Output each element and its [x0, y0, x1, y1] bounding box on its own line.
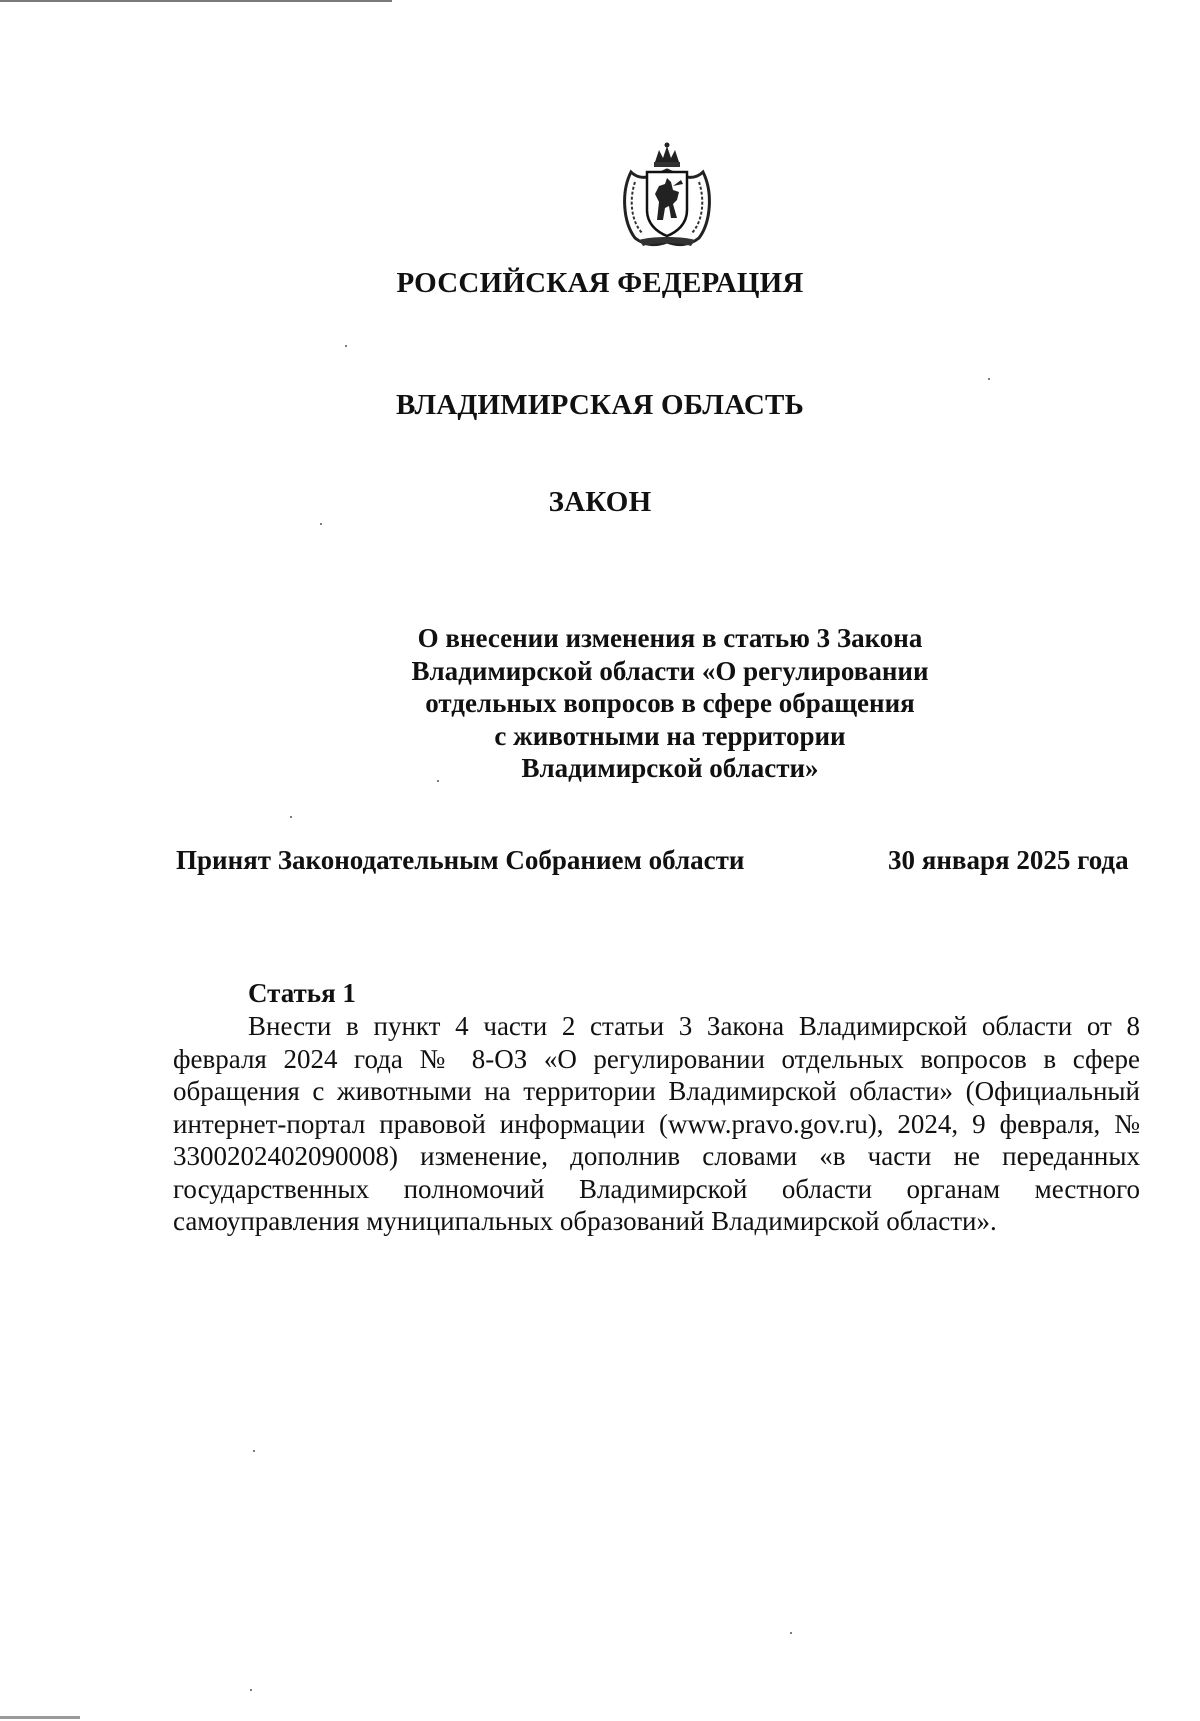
- law-title-line: отдельных вопросов в сфере обращения: [425, 688, 915, 718]
- scan-speck: [253, 1450, 255, 1452]
- scan-speck: [790, 1632, 792, 1634]
- scan-speck: [988, 378, 990, 380]
- scan-speck: [250, 1689, 252, 1691]
- document-type-heading: ЗАКОН: [548, 486, 652, 518]
- adoption-date: 30 января 2025 года: [888, 845, 1129, 875]
- law-title-line: с животными на территории: [494, 720, 846, 751]
- scan-speck: [437, 780, 439, 782]
- article-text: Внести в пункт 4 части 2 статьи 3 Закона Владимирской области от 8 февраля 2024 года № 8-ОЗ «О регулировании отдельных вопросов в сфере обращения с животными на территории Владимирской области» (Официальный интернет-портал правовой информации (www.pravo.gov.ru), 2024, 9 февраля, № 3300202402090008) изменение, дополнив словами «в части не переданных государственных полномочий Владимирской области органам местного самоуправления муниципальных образований Владимирской области».: [173, 1011, 1140, 1236]
- region-heading: ВЛАДИМИРСКАЯ ОБЛАСТЬ: [396, 389, 804, 421]
- law-title: [340, 622, 1000, 785]
- scan-edge-bottom: [0, 1716, 80, 1719]
- scan-speck: [320, 523, 322, 525]
- adoption-statement: Принят Законодательным Собранием области: [176, 845, 745, 875]
- law-title-line: Владимирской области «О регулировании: [411, 655, 929, 686]
- coat-of-arms-icon: [621, 142, 713, 250]
- law-title-line: Владимирской области»: [521, 753, 819, 783]
- scan-speck: [290, 816, 292, 818]
- scan-speck: [345, 345, 347, 347]
- country-heading: РОССИЙСКАЯ ФЕДЕРАЦИЯ: [396, 267, 804, 299]
- article-heading: Статья 1: [248, 978, 356, 1008]
- scan-edge-top: [0, 0, 392, 2]
- law-title-line: О внесении изменения в статью 3 Закона: [417, 623, 923, 653]
